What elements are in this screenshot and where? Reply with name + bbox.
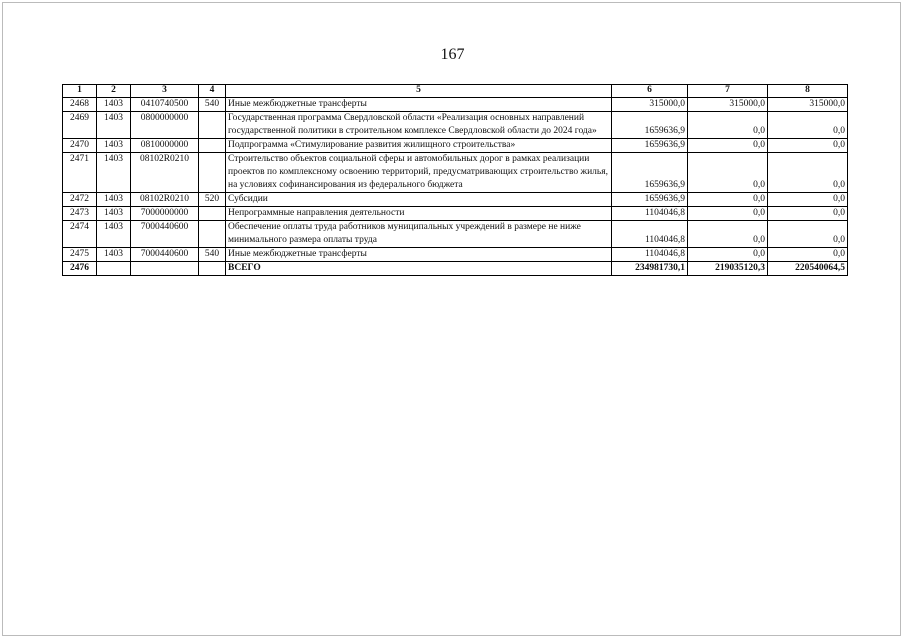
amount-col7: 315000,0 [688,98,768,112]
total-row [63,262,848,276]
amount-col7: 0,0 [688,153,768,193]
target-code: 08102R0210 [131,193,199,207]
amount-col7: 0,0 [688,139,768,153]
target-code: 7000440600 [131,221,199,248]
expense-type: 540 [199,248,226,262]
item-name: Иные межбюджетные трансферты [226,248,612,262]
section-code [97,262,131,276]
row-number: 2475 [63,248,97,262]
expense-type: 540 [199,98,226,112]
table-row [63,98,848,112]
row-number: 2472 [63,193,97,207]
page-number: 167 [440,46,465,63]
col-header: 5 [226,85,612,98]
item-name: Государственная программа Свердловской области «Реализация основных направлений государственной политики в строительном комплексе Свердловской области до 2024 года» [226,112,612,139]
col-header: 3 [131,85,199,98]
row-number: 2471 [63,153,97,193]
amount-col6: 1104046,8 [612,248,688,262]
total-label: ВСЕГО [226,262,612,276]
total-col8: 220540064,5 [768,262,848,276]
section-code: 1403 [97,112,131,139]
target-code: 08102R0210 [131,153,199,193]
total-col7: 219035120,3 [688,262,768,276]
amount-col7: 0,0 [688,207,768,221]
expense-type [199,207,226,221]
target-code: 7000000000 [131,207,199,221]
amount-col8: 0,0 [768,207,848,221]
table-row [63,207,848,221]
table-row [63,221,848,248]
amount-col7: 0,0 [688,193,768,207]
amount-col6: 1659636,9 [612,153,688,193]
amount-col8: 0,0 [768,248,848,262]
section-code: 1403 [97,98,131,112]
section-code: 1403 [97,248,131,262]
item-name: Субсидии [226,193,612,207]
amount-col6: 1659636,9 [612,139,688,153]
target-code [131,262,199,276]
row-number: 2473 [63,207,97,221]
target-code: 7000440600 [131,248,199,262]
expense-type [199,221,226,248]
col-header: 2 [97,85,131,98]
row-number: 2470 [63,139,97,153]
table-row [63,139,848,153]
col-header: 7 [688,85,768,98]
item-name: Строительство объектов социальной сферы и автомобильных дорог в рамках реализации проектов по комплексному освоению территорий, предусматривающих строительство жилья, на условиях софинансирования из федерального бюджета [226,153,612,193]
target-code: 0810000000 [131,139,199,153]
section-code: 1403 [97,139,131,153]
expense-type: 520 [199,193,226,207]
section-code: 1403 [97,153,131,193]
col-header: 1 [63,85,97,98]
col-header: 8 [768,85,848,98]
section-code: 1403 [97,221,131,248]
amount-col6: 1659636,9 [612,112,688,139]
target-code: 0410740500 [131,98,199,112]
table-header-row [63,85,848,98]
amount-col7: 0,0 [688,248,768,262]
amount-col8: 0,0 [768,193,848,207]
total-col6: 234981730,1 [612,262,688,276]
target-code: 0800000000 [131,112,199,139]
table-row [63,112,848,139]
table-row [63,193,848,207]
amount-col7: 0,0 [688,112,768,139]
expense-type [199,139,226,153]
item-name: Обеспечение оплаты труда работников муниципальных учреждений в размере не ниже минимального размера оплаты труда [226,221,612,248]
amount-col6: 315000,0 [612,98,688,112]
amount-col8: 0,0 [768,139,848,153]
section-code: 1403 [97,193,131,207]
item-name: Подпрограмма «Стимулирование развития жилищного строительства» [226,139,612,153]
amount-col6: 1659636,9 [612,193,688,207]
amount-col6: 1104046,8 [612,207,688,221]
row-number: 2469 [63,112,97,139]
row-number: 2476 [63,262,97,276]
amount-col8: 0,0 [768,112,848,139]
section-code: 1403 [97,207,131,221]
amount-col6: 1104046,8 [612,221,688,248]
table-row [63,248,848,262]
table-row [63,153,848,193]
item-name: Иные межбюджетные трансферты [226,98,612,112]
budget-table [62,84,848,276]
expense-type [199,112,226,139]
amount-col8: 0,0 [768,221,848,248]
col-header: 6 [612,85,688,98]
expense-type [199,153,226,193]
col-header: 4 [199,85,226,98]
row-number: 2474 [63,221,97,248]
expense-type [199,262,226,276]
amount-col7: 0,0 [688,221,768,248]
row-number: 2468 [63,98,97,112]
amount-col8: 315000,0 [768,98,848,112]
item-name: Непрограммные направления деятельности [226,207,612,221]
amount-col8: 0,0 [768,153,848,193]
